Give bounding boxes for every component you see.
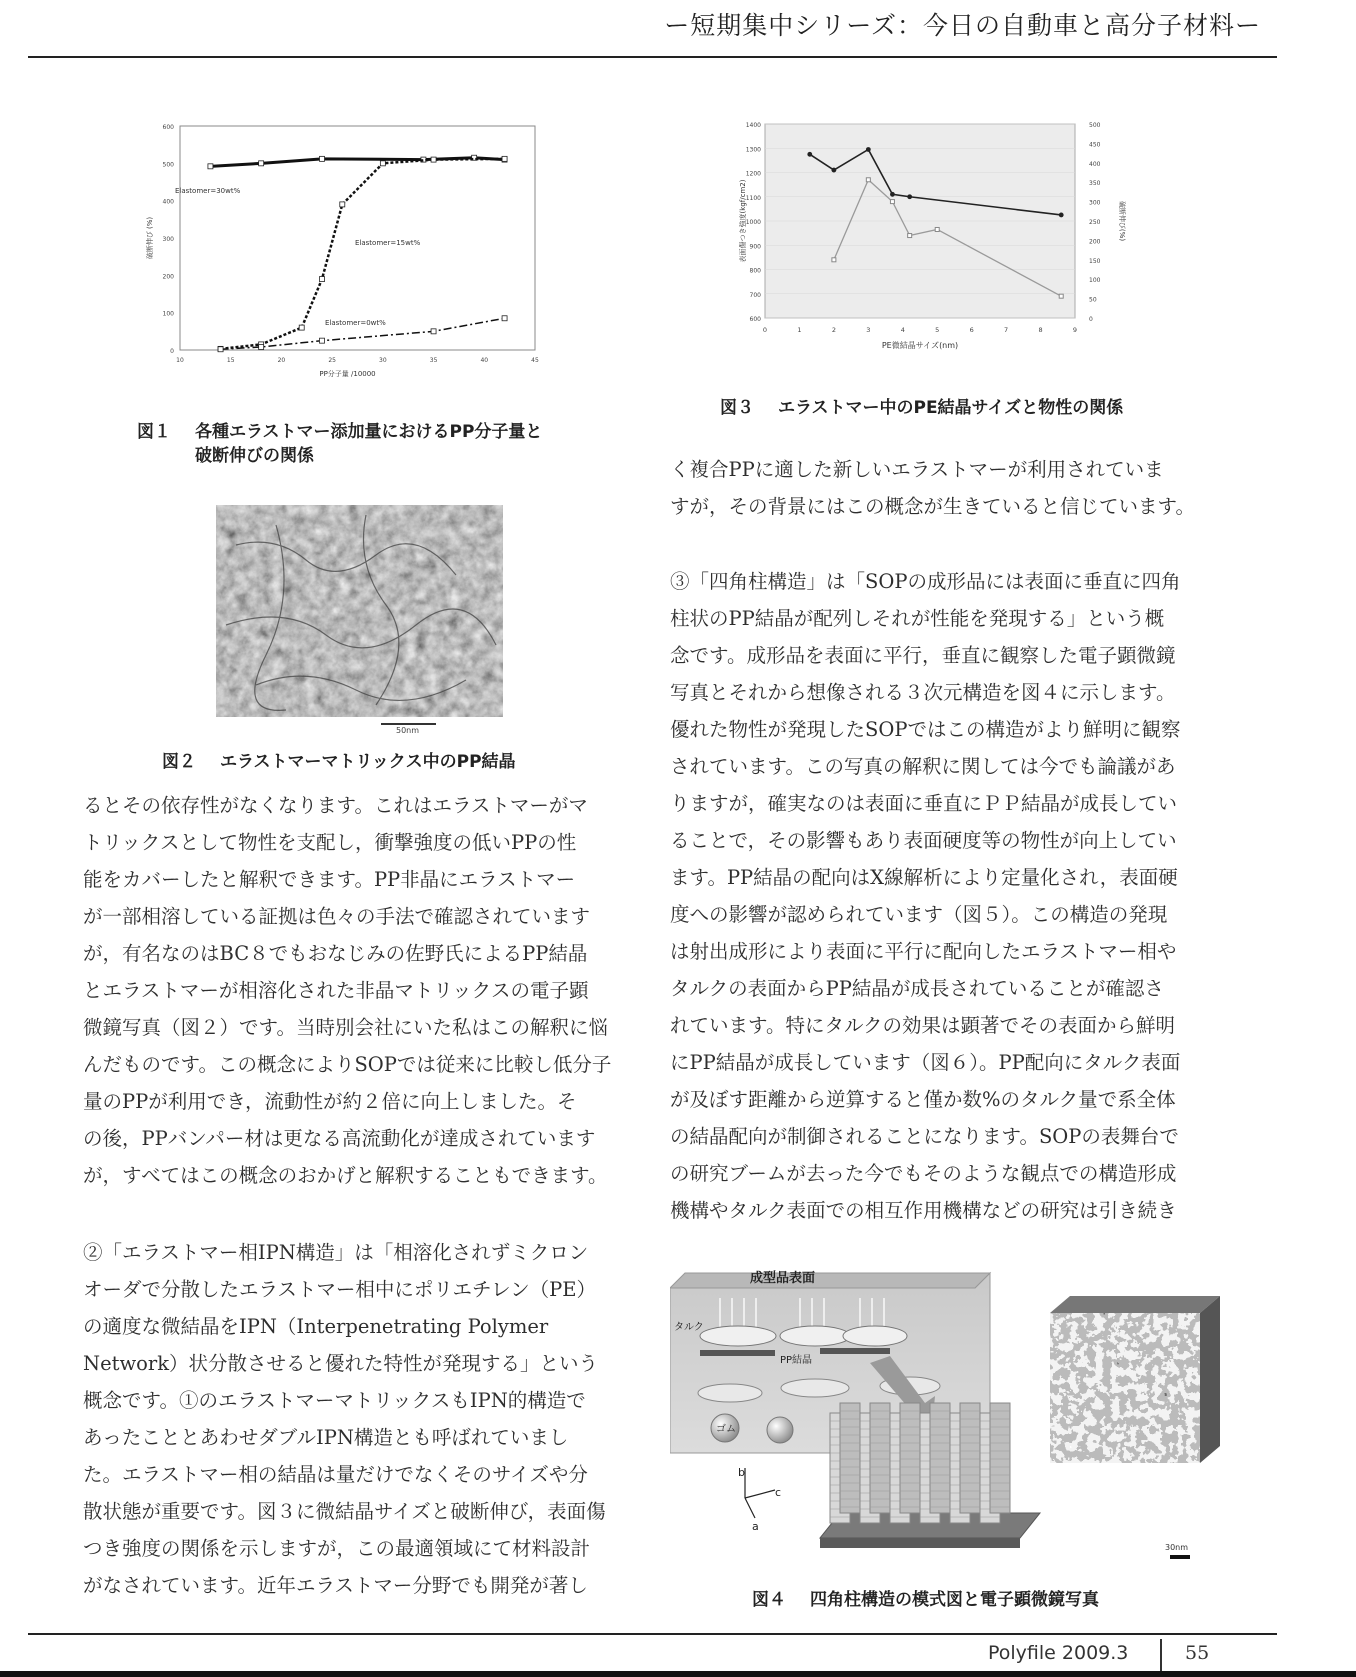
data-point <box>259 161 264 166</box>
y-right-tick-label: 250 <box>1089 219 1101 226</box>
figure-4-svg <box>670 1268 1240 1578</box>
axes-indicator <box>745 1468 775 1518</box>
data-point <box>431 329 436 334</box>
text-line: にPP結晶が成長しています（図６）。PP配向にタルク表面 <box>670 1051 1181 1074</box>
series-label: Elastomer=0wt% <box>325 319 386 327</box>
text-line: 度への影響が認められています（図５）。この構造の発現 <box>670 903 1168 926</box>
y-right-tick-label: 450 <box>1089 141 1101 149</box>
y-left-tick-label: 1200 <box>745 170 761 178</box>
text-line: の結晶配向が制御されることになります。SOPの表舞台で <box>670 1125 1179 1148</box>
footer-separator <box>1160 1639 1162 1673</box>
text-line: 写真とそれから想像される３次元構造を図４に示します。 <box>670 681 1176 704</box>
figure-4-diagram <box>670 1268 1240 1578</box>
text-line: が及ぼす距離から逆算すると僅か数%のタルク量で系全体 <box>670 1088 1176 1111</box>
data-point <box>340 202 345 207</box>
figure-3-chart <box>735 118 1135 390</box>
y-axis-label: 破断伸び (%) <box>146 216 154 260</box>
data-point <box>831 168 836 173</box>
axis-b-label: b <box>738 1466 745 1479</box>
text-line: が，すべてはこの概念のおかげと解釈することもできます。 <box>83 1164 608 1187</box>
text-line: が，有名なのはBC８でもおなじみの佐野氏によるPP結晶 <box>83 942 588 965</box>
y-tick-label: 100 <box>162 310 174 318</box>
bottom-edge <box>0 1671 1356 1677</box>
text-line: 機構やタルク表面での相互作用機構などの研究は引き続き <box>670 1199 1177 1222</box>
y-right-tick-label: 300 <box>1089 199 1101 207</box>
figure-2-caption-text: エラストマーマトリックス中のPP結晶 <box>220 752 516 772</box>
text-line: 能をカバーしたと解釈できます。PP非晶にエラストマー <box>83 868 576 891</box>
label-rubber: ゴム <box>716 1424 736 1435</box>
y-left-tick-label: 1400 <box>745 122 761 129</box>
data-point <box>866 178 870 182</box>
text-line: の適度な微結晶をIPN（Interpenetrating Polymer <box>83 1315 549 1338</box>
y-right-axis-label: 破断伸び(%) <box>1118 200 1126 242</box>
y-right-tick-label: 0 <box>1089 316 1093 323</box>
text-line: ます。PP結晶の配向はX線解析により定量化され，表面硬 <box>670 866 1178 889</box>
text-line: の研究ブームが去った今でもそのような観点での構造形成 <box>670 1162 1177 1185</box>
top-rule <box>28 56 1277 58</box>
text-line: オーダで分散したエラストマー相中にポリエチレン（PE） <box>83 1278 597 1301</box>
y-right-tick-label: 150 <box>1089 257 1101 265</box>
text-line: 散状態が重要です。図３に微結晶サイズと破断伸び，表面傷 <box>83 1500 606 1523</box>
x-axis-label: PE微結晶サイズ(nm) <box>881 341 959 350</box>
text-line: トリックスとして物性を支配し，衝撃強度の低いPPの性 <box>83 831 577 854</box>
y-left-tick-label: 1000 <box>745 219 761 226</box>
data-point <box>1059 294 1063 298</box>
text-line: されています。この写真の解釈に関しては今でも論議があ <box>670 755 1176 778</box>
y-tick-label: 500 <box>162 161 174 169</box>
y-right-tick-label: 200 <box>1089 238 1101 246</box>
y-right-tick-label: 50 <box>1089 296 1097 304</box>
text-line: すが，その背景にはこの概念が生きていると信じています。 <box>670 495 1195 518</box>
text-line: あったこととあわせダブルIPN構造とも呼ばれていまし <box>83 1426 569 1449</box>
left-column-paragraph-1 <box>83 787 643 1194</box>
figure-4-scale-label: 30nm <box>1165 1543 1189 1552</box>
bottom-rule <box>28 1633 1277 1635</box>
text-line: 微鏡写真（図２）です。当時別会社にいた私はこの解釈に悩 <box>83 1016 608 1039</box>
y-right-tick-label: 500 <box>1089 122 1101 129</box>
pp-pillar <box>870 1403 890 1513</box>
data-point <box>380 161 385 166</box>
x-tick-label: 40 <box>480 357 489 364</box>
text-line: 量のPPが利用でき，流動性が約２倍に向上しました。そ <box>83 1090 577 1113</box>
text-line: とエラストマーが相溶化された非晶マトリックスの電子顕 <box>83 979 589 1002</box>
label-talc: タルク <box>674 1322 704 1333</box>
text-line: んだものです。この概念によりSOPでは従来に比較し低分子 <box>83 1053 612 1076</box>
figure-1-number: 図１ <box>137 422 171 442</box>
footer-page-number: 55 <box>1185 1642 1210 1664</box>
text-line: がなされています。近年エラストマー分野でも開発が著し <box>83 1574 588 1597</box>
micrograph-cube <box>1050 1296 1220 1463</box>
figure-1-chart <box>140 120 560 410</box>
figure-2-scale-label: 50nm <box>396 726 420 735</box>
left-column-paragraph-2 <box>83 1234 643 1604</box>
text-line: の後，PPバンパー材は更なる高流動化が達成されています <box>83 1127 596 1150</box>
text-line: が一部相溶している証拠は色々の手法で確認されています <box>83 905 591 928</box>
x-tick-label: 1 <box>797 326 802 334</box>
text-line: は射出成形により表面に平行に配向したエラストマー相や <box>670 940 1177 963</box>
x-tick-label: 0 <box>762 326 768 334</box>
right-column-paragraph-2 <box>670 563 1230 1229</box>
y-tick-label: 600 <box>162 124 174 131</box>
text-line: りますが，確実なのは表面に垂直にＰＰ結晶が成長してい <box>670 792 1178 815</box>
data-point <box>832 258 836 262</box>
y-tick-label: 300 <box>162 236 174 243</box>
pp-pillar <box>930 1403 950 1513</box>
figure-4-scale-bar <box>1170 1555 1190 1559</box>
x-tick-label: 10 <box>176 357 184 364</box>
x-tick-label: 15 <box>226 357 235 364</box>
axis-a-label: a <box>752 1520 759 1533</box>
figure-2-micrograph <box>216 505 503 735</box>
y-left-tick-label: 900 <box>749 243 761 251</box>
figure-1-caption-line2: 破断伸びの関係 <box>195 446 314 466</box>
data-point <box>208 164 213 169</box>
x-tick-label: 35 <box>429 357 438 364</box>
data-point <box>907 194 912 199</box>
series-label: Elastomer=30wt% <box>175 187 241 195</box>
figure-3-caption-text: エラストマー中のPE結晶サイズと物性の関係 <box>778 398 1124 418</box>
text-line: Network）状分散させると優れた特性が発現する」という <box>83 1352 599 1375</box>
y-tick-label: 0 <box>170 348 174 355</box>
x-tick-label: 4 <box>900 326 905 334</box>
label-pp-crystal: PP結晶 <box>780 1355 813 1366</box>
figure-2-micrograph-image <box>216 505 503 717</box>
figure-4-caption-text: 四角柱構造の模式図と電子顕微鏡写真 <box>810 1590 1099 1610</box>
y-left-axis-label: 表面傷つき強度(kgf/cm2) <box>739 179 747 263</box>
y-right-tick-label: 350 <box>1089 180 1101 188</box>
y-left-tick-label: 700 <box>749 291 761 299</box>
y-tick-label: 400 <box>162 198 174 206</box>
pp-pillar <box>900 1403 920 1513</box>
pp-pillar <box>990 1403 1010 1513</box>
text-line: ることで，その影響もあり表面硬度等の物性が向上してい <box>670 829 1177 852</box>
y-left-tick-label: 600 <box>749 316 761 323</box>
x-tick-label: 9 <box>1072 326 1078 334</box>
pillar-array <box>830 1403 1010 1523</box>
figure-3-number: 図３ <box>720 398 754 418</box>
text-line: 概念です。①のエラストマーマトリックスもIPN的構造で <box>83 1389 586 1412</box>
figure-3-svg <box>735 118 1135 390</box>
x-tick-label: 3 <box>866 326 871 334</box>
series-label: Elastomer=15wt% <box>355 239 421 247</box>
data-point <box>218 347 223 352</box>
pp-pillar <box>840 1403 860 1513</box>
figure-2-number: 図２ <box>162 752 196 772</box>
text-line: 念です。成形品を表面に平行，垂直に観察した電子顕微鏡 <box>670 644 1176 667</box>
x-tick-label: 45 <box>531 357 539 364</box>
figure-2-scale-bar <box>381 723 436 725</box>
data-point <box>431 157 436 162</box>
text-line: るとその依存性がなくなります。これはエラストマーがマ <box>83 794 588 817</box>
y-right-tick-label: 400 <box>1089 160 1101 168</box>
figure-1-caption <box>137 420 617 468</box>
text-line: ②「エラストマー相IPN構造」は「相溶化されずミクロン <box>83 1241 589 1264</box>
text-line: ③「四角柱構造」は「SOPの成形品には表面に垂直に四角 <box>670 570 1181 593</box>
x-tick-label: 5 <box>935 326 940 334</box>
data-point <box>299 325 304 330</box>
data-point <box>320 156 325 161</box>
x-tick-label: 25 <box>328 357 336 364</box>
data-point <box>259 345 264 350</box>
figure-3-caption <box>720 396 1190 420</box>
text-line: れています。特にタルクの効果は顕著でその表面から鮮明 <box>670 1014 1176 1037</box>
pp-pillar <box>960 1403 980 1513</box>
figure-1-svg <box>140 120 560 410</box>
data-point <box>320 338 325 343</box>
figure-1-caption-line1: 各種エラストマー添加量におけるPP分子量と <box>195 422 543 442</box>
y-tick-label: 200 <box>162 273 174 281</box>
y-left-tick-label: 1100 <box>745 194 761 202</box>
text-line: タルクの表面からPP結晶が成長されていることが確認さ <box>670 977 1164 1000</box>
data-point <box>908 234 912 238</box>
y-left-tick-label: 800 <box>749 267 761 275</box>
text-line: た。エラストマー相の結晶は量だけでなくそのサイズや分 <box>83 1463 588 1486</box>
data-point <box>890 200 894 204</box>
series-title: ー短期集中シリーズ：今日の自動車と高分子材料ー <box>664 11 1261 40</box>
text-line: 柱状のPP結晶が配列しそれが性能を発現する」という概 <box>670 607 1165 630</box>
text-line: つき強度の関係を示しますが，この最適領域にて材料設計 <box>83 1537 591 1560</box>
figure-4-number: 図４ <box>752 1590 786 1610</box>
x-axis-label: PP分子量 /10000 <box>319 370 376 378</box>
data-point <box>807 152 812 157</box>
data-point <box>502 156 507 161</box>
x-tick-label: 7 <box>1004 326 1009 334</box>
text-line: く複合PPに適した新しいエラストマーが利用されていま <box>670 458 1164 481</box>
figure-2-caption <box>162 750 602 774</box>
data-point <box>935 227 939 231</box>
x-tick-label: 6 <box>969 326 974 334</box>
text-line: 優れた物性が発現したSOPではこの構造がより鮮明に観察 <box>670 718 1181 741</box>
x-tick-label: 8 <box>1038 326 1043 334</box>
footer-journal: Polyfile 2009.3 <box>988 1642 1129 1664</box>
x-tick-label: 30 <box>379 357 387 364</box>
x-tick-label: 2 <box>831 326 836 334</box>
label-molded-surface: 成型品表面 <box>750 1271 816 1286</box>
data-point <box>890 192 895 197</box>
y-left-tick-label: 1300 <box>745 146 761 154</box>
data-point <box>1059 213 1064 218</box>
data-point <box>320 277 325 282</box>
data-point <box>502 316 507 321</box>
axis-c-label: c <box>775 1486 782 1499</box>
right-column-paragraph-1 <box>670 451 1230 525</box>
y-right-tick-label: 100 <box>1089 277 1101 285</box>
data-point <box>866 147 871 152</box>
figure-4-caption <box>752 1588 1212 1612</box>
x-tick-label: 20 <box>277 357 286 364</box>
